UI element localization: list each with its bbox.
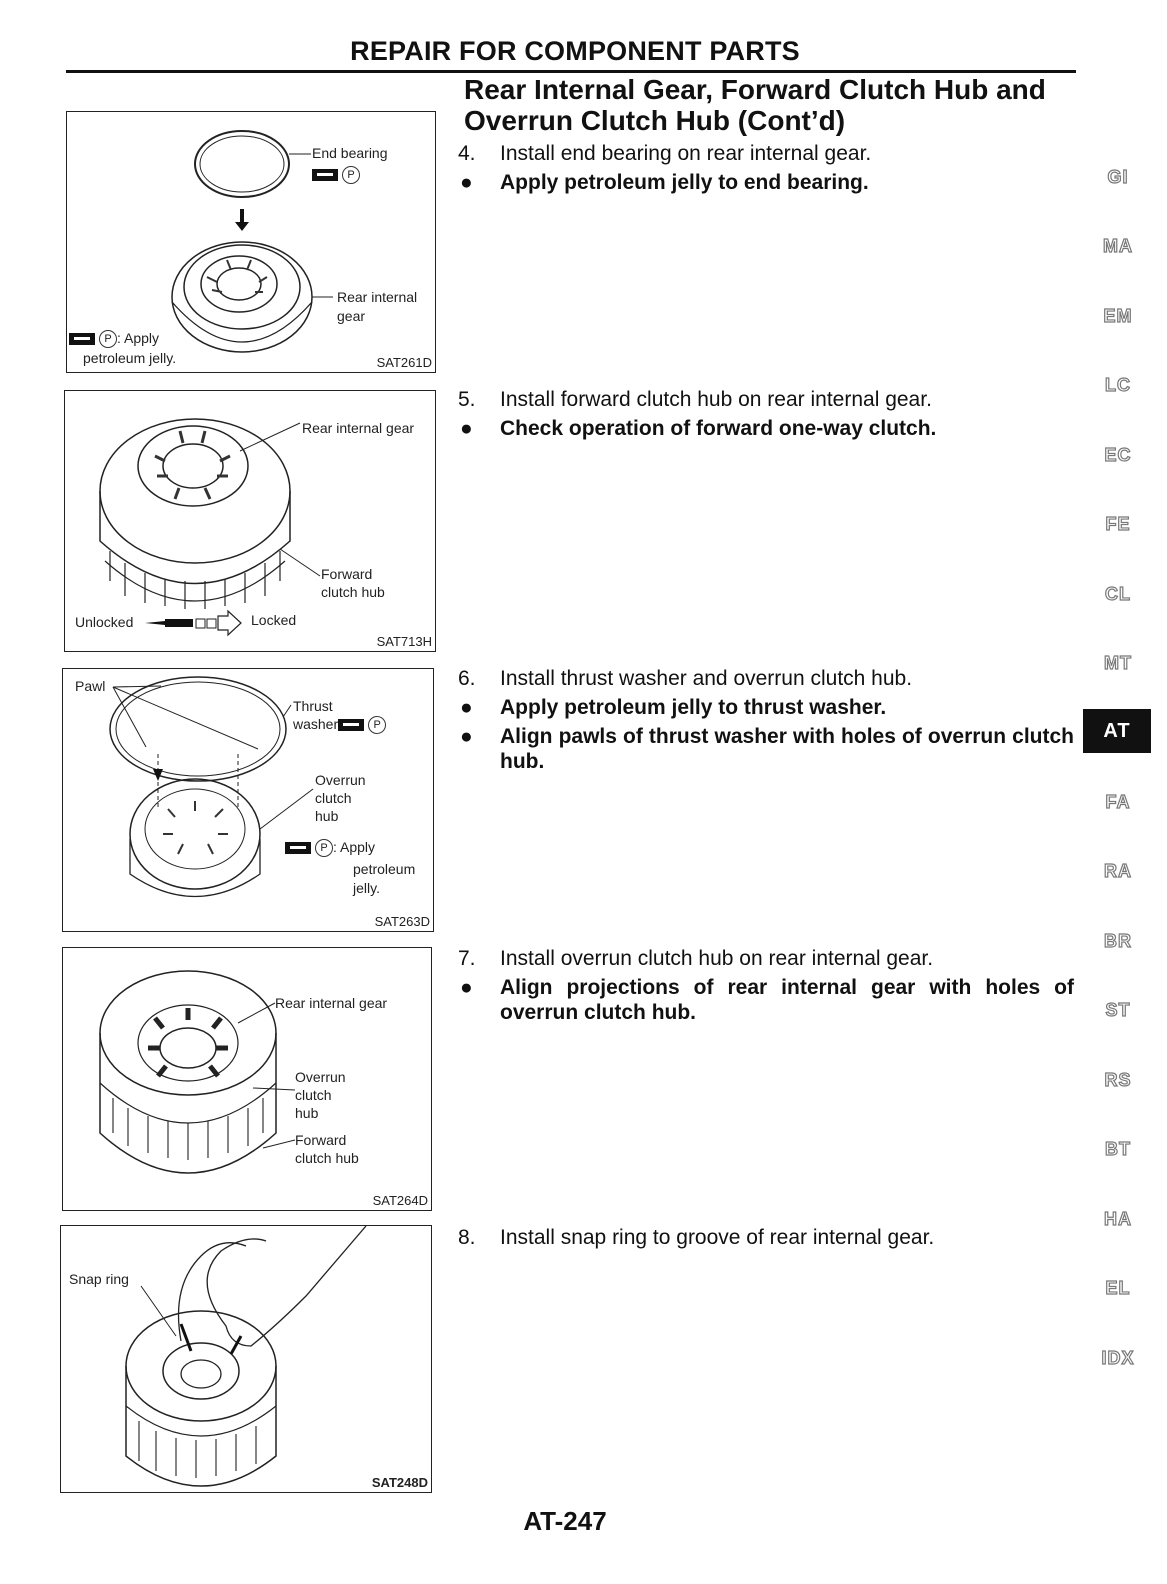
label-clutch-hub: clutch hub: [295, 1150, 359, 1166]
figure-thrust-washer: [62, 668, 434, 932]
step-text: Install snap ring to groove of rear internal gear.: [500, 1226, 935, 1249]
label-rear-internal: Rear internal: [337, 289, 418, 305]
figure-code: SAT248D: [371, 1475, 428, 1490]
bullet-icon: ●: [460, 725, 473, 748]
p-symbol: P: [368, 716, 386, 734]
step-text: Install thrust washer and overrun clutch hub.: [500, 667, 913, 690]
label-clutch: clutch: [295, 1087, 332, 1103]
side-tab-em[interactable]: EM: [1103, 306, 1133, 326]
petroleum-jelly-icon: [338, 719, 364, 731]
bullet-icon: ●: [460, 696, 473, 719]
step-4-bullet-1: [458, 170, 1078, 195]
apply-text: : Apply: [333, 839, 376, 855]
bullet-text: Check operation of forward one-way clutch.: [500, 417, 937, 440]
label-petroleum: petroleum: [353, 861, 416, 877]
side-tab-ra[interactable]: RA: [1104, 861, 1132, 881]
label-thrust: Thrust: [293, 698, 333, 714]
step-7-bullet-1: [458, 975, 1074, 1025]
step-text: Install end bearing on rear internal gear.: [500, 142, 872, 165]
side-tab-at-active[interactable]: AT: [1083, 709, 1151, 753]
label-end-bearing: End bearing: [312, 145, 388, 161]
side-tab-ha[interactable]: HA: [1104, 1209, 1132, 1229]
step-5: [458, 387, 1078, 445]
label-washer: [293, 716, 386, 734]
bullet-icon: ●: [460, 171, 473, 194]
section-title: Rear Internal Gear, Forward Clutch Hub and Overrun Clutch Hub (Cont’d): [464, 74, 1046, 136]
side-tab-el[interactable]: EL: [1105, 1278, 1131, 1298]
label-snap-ring: Snap ring: [69, 1271, 129, 1287]
side-tab-mt[interactable]: MT: [1104, 653, 1132, 673]
step-5-line: [458, 387, 1078, 412]
step-7-line: [458, 946, 1078, 971]
label-apply: [285, 839, 375, 857]
label-unlocked: Unlocked: [75, 614, 134, 630]
step-number: 8.: [458, 1226, 476, 1249]
bullet-text: Apply petroleum jelly to thrust washer.: [500, 696, 887, 719]
step-text: Install overrun clutch hub on rear internal gear.: [500, 947, 934, 970]
p-symbol: P: [342, 166, 360, 184]
washer-text: washer: [293, 716, 339, 732]
side-tab-br[interactable]: BR: [1104, 931, 1132, 951]
label-jelly: jelly.: [353, 880, 380, 896]
side-tab-idx[interactable]: IDX: [1101, 1348, 1135, 1368]
label-clutch: clutch: [315, 790, 352, 806]
page-number: AT-247: [523, 1506, 607, 1536]
side-tab-ma[interactable]: MA: [1103, 236, 1133, 256]
step-8: [458, 1225, 1078, 1254]
page-header-title: REPAIR FOR COMPONENT PARTS: [350, 36, 800, 66]
side-tab-ec[interactable]: EC: [1104, 445, 1132, 465]
step-number: 7.: [458, 947, 476, 970]
header-rule: [66, 70, 1076, 73]
figure-end-bearing: [66, 111, 436, 373]
step-number: 6.: [458, 667, 476, 690]
side-tab-bt[interactable]: BT: [1105, 1139, 1131, 1159]
step-6-bullet-2: [458, 724, 1074, 774]
snap-ring-illustration: [61, 1226, 431, 1492]
side-tab-fa[interactable]: FA: [1105, 792, 1131, 812]
side-tab-lc[interactable]: LC: [1105, 375, 1131, 395]
side-tab-rs[interactable]: RS: [1104, 1070, 1132, 1090]
label-petroleum-jelly: petroleum jelly.: [83, 350, 177, 366]
bullet-text: Align projections of rear internal gear with holes of overrun clutch hub.: [500, 976, 1074, 1024]
figure-snap-ring: [60, 1225, 432, 1493]
step-5-bullet-1: [458, 416, 1078, 441]
label-apply: [69, 330, 159, 348]
step-number: 4.: [458, 142, 476, 165]
side-tab-cl[interactable]: CL: [1105, 584, 1131, 604]
label-forward: Forward: [321, 566, 373, 582]
step-text: Install forward clutch hub on rear internal gear.: [500, 388, 932, 411]
figure-code: SAT713H: [376, 634, 432, 649]
petroleum-jelly-icon: [312, 169, 338, 181]
label-overrun: Overrun: [295, 1069, 346, 1085]
side-tab-st[interactable]: ST: [1105, 1000, 1131, 1020]
label-hub: hub: [315, 808, 339, 824]
step-6: [458, 666, 1078, 778]
label-jelly-symbol: [312, 166, 360, 184]
figure-code: SAT261D: [376, 355, 432, 370]
petroleum-jelly-icon: [285, 842, 311, 854]
figure-overrun-clutch-hub: [62, 947, 432, 1211]
step-number: 5.: [458, 388, 476, 411]
bullet-icon: ●: [460, 976, 473, 999]
p-symbol: P: [99, 330, 117, 348]
step-6-line: [458, 666, 1078, 691]
label-clutch-hub: clutch hub: [321, 584, 385, 600]
step-6-bullet-1: [458, 695, 1078, 720]
step-7: [458, 946, 1078, 1029]
figure-code: SAT264D: [372, 1193, 428, 1208]
figure-forward-clutch-hub: [64, 390, 436, 652]
p-symbol: P: [315, 839, 333, 857]
bullet-text: Align pawls of thrust washer with holes of overrun clutch hub.: [500, 725, 1074, 773]
step-4: [458, 141, 1078, 199]
label-overrun: Overrun: [315, 772, 366, 788]
step-4-line: [458, 141, 1078, 166]
figure-code: SAT263D: [374, 914, 430, 929]
label-pawl: Pawl: [75, 678, 106, 694]
label-rear-internal-gear: Rear internal gear: [302, 420, 415, 436]
apply-text: : Apply: [117, 330, 160, 346]
label-forward: Forward: [295, 1132, 347, 1148]
petroleum-jelly-icon: [69, 333, 95, 345]
side-tab-gi[interactable]: GI: [1107, 167, 1129, 187]
bullet-text: Apply petroleum jelly to end bearing.: [500, 171, 869, 194]
label-hub: hub: [295, 1105, 319, 1121]
bullet-icon: ●: [460, 417, 473, 440]
overrun-clutch-illustration: [63, 948, 431, 1210]
step-8-line: [458, 1225, 1078, 1250]
label-rear-internal-gear: Rear internal gear: [275, 995, 388, 1011]
label-gear: gear: [337, 308, 366, 324]
side-tab-fe[interactable]: FE: [1105, 514, 1131, 534]
label-locked: Locked: [251, 612, 297, 628]
